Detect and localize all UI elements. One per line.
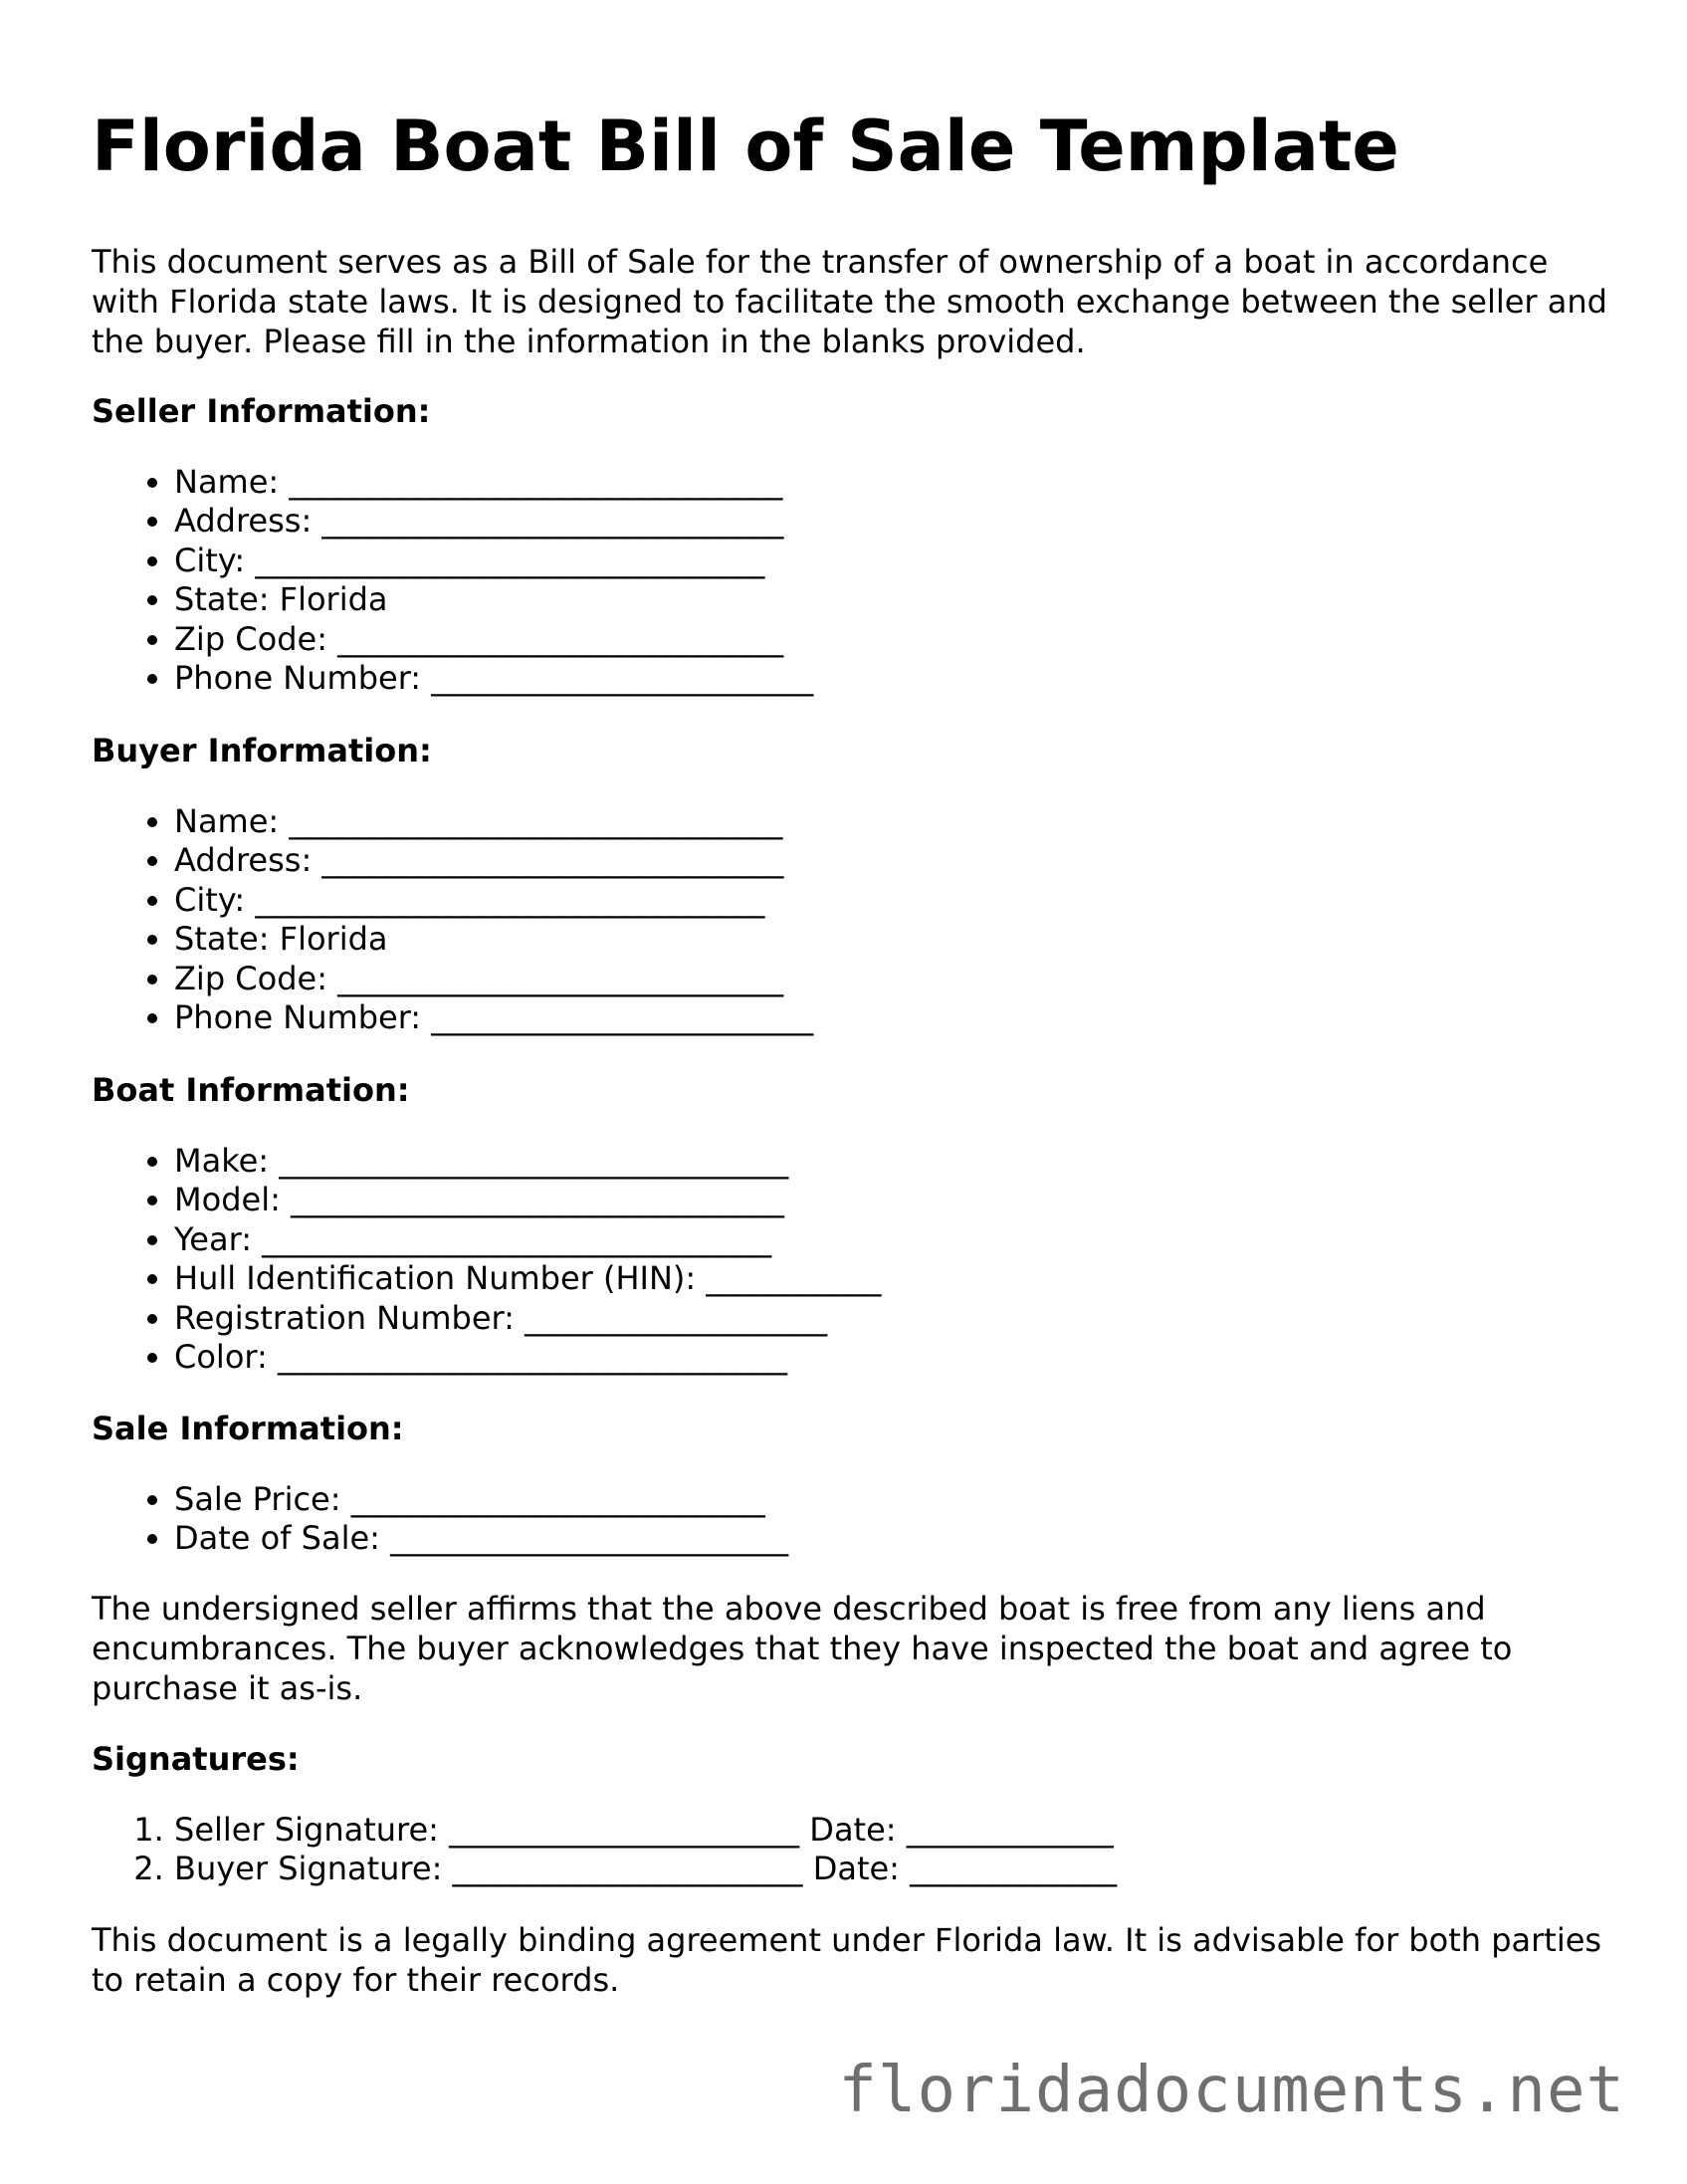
buyer-section-heading: Buyer Information:: [92, 732, 432, 769]
boat-color-blank[interactable]: ________________________________: [277, 1338, 787, 1377]
buyer-date-blank[interactable]: _____________: [910, 1850, 1118, 1888]
seller-zip-field: • Zip Code: ____________________________: [174, 620, 813, 659]
boat-year-field: • Year: ________________________________: [174, 1220, 881, 1259]
boat-make-blank[interactable]: ________________________________: [279, 1142, 789, 1180]
buyer-state-field: • State: Florida: [174, 920, 813, 959]
seller-section-heading: Seller Information:: [92, 392, 431, 430]
seller-phone-blank[interactable]: ________________________: [431, 659, 814, 698]
buyer-signature-line: 2. Buyer Signature: ______________________ Date: _____________: [174, 1850, 1117, 1888]
boat-model-field: • Model: _______________________________: [174, 1181, 881, 1219]
buyer-zip-blank[interactable]: ____________________________: [337, 959, 784, 997]
seller-signature-blank[interactable]: ______________________: [449, 1811, 800, 1849]
seller-address-blank[interactable]: _____________________________: [321, 502, 784, 541]
sale-field-list: [92, 1480, 788, 1559]
buyer-address-blank[interactable]: _____________________________: [321, 841, 784, 880]
boat-registration-field: • Registration Number: ___________________: [174, 1299, 881, 1338]
buyer-field-list: [92, 802, 813, 1037]
sale-date-blank[interactable]: _________________________: [390, 1519, 789, 1558]
buyer-phone-blank[interactable]: ________________________: [431, 998, 814, 1037]
buyer-name-field: • Name: _______________________________: [174, 802, 813, 841]
sale-price-field: • Sale Price: __________________________: [174, 1480, 788, 1519]
intro-paragraph: This document serves as a Bill of Sale for the transfer of ownership of a boat in accordance with Florida state laws. It is designed to facilitate the smooth exchange between the seller and the buyer. Please fill in the information in the blanks provided.: [92, 243, 1607, 360]
buyer-signature-blank[interactable]: ______________________: [452, 1850, 803, 1888]
seller-address-field: • Address: _____________________________: [174, 502, 813, 541]
seller-name-field: • Name: _______________________________: [174, 463, 813, 502]
seller-name-blank[interactable]: _______________________________: [289, 463, 783, 501]
boat-year-blank[interactable]: ________________________________: [262, 1219, 772, 1258]
sale-date-field: • Date of Sale: _________________________: [174, 1519, 788, 1558]
document-title: Florida Boat Bill of Sale Template: [92, 106, 1399, 187]
buyer-address-field: • Address: _____________________________: [174, 841, 813, 880]
boat-field-list: [92, 1142, 881, 1377]
sale-section-heading: Sale Information:: [92, 1410, 404, 1447]
site-watermark: floridadocuments.net: [838, 2054, 1625, 2127]
boat-section-heading: Boat Information:: [92, 1071, 410, 1109]
boat-registration-blank[interactable]: ___________________: [525, 1298, 828, 1337]
buyer-phone-field: • Phone Number: ________________________: [174, 998, 813, 1037]
seller-phone-field: • Phone Number: ________________________: [174, 659, 813, 698]
signatures-section-heading: Signatures:: [92, 1740, 300, 1778]
boat-model-blank[interactable]: _______________________________: [291, 1181, 785, 1219]
affirmation-paragraph: The undersigned seller affirms that the above described boat is free from any liens and encumbrances. The buyer acknowledges that they have inspected the boat and agree to purchase it as-is.: [92, 1590, 1513, 1707]
sale-price-blank[interactable]: __________________________: [350, 1480, 765, 1518]
buyer-name-blank[interactable]: _______________________________: [289, 802, 783, 840]
buyer-city-field: • City: ________________________________: [174, 881, 813, 920]
seller-state-field: • State: Florida: [174, 580, 813, 619]
seller-city-blank[interactable]: ________________________________: [255, 541, 765, 579]
boat-hin-field: • Hull Identification Number (HIN): ___________: [174, 1259, 881, 1298]
seller-zip-blank[interactable]: ____________________________: [337, 619, 784, 658]
buyer-city-blank[interactable]: ________________________________: [255, 880, 765, 919]
seller-signature-line: 1. Seller Signature: ______________________ Date: _____________: [174, 1811, 1117, 1850]
closing-paragraph: This document is a legally binding agreement under Florida law. It is advisable for both parties to retain a copy for their records.: [92, 1921, 1602, 1999]
buyer-zip-field: • Zip Code: ____________________________: [174, 960, 813, 998]
boat-color-field: • Color: ________________________________: [174, 1338, 881, 1377]
boat-hin-blank[interactable]: ___________: [706, 1259, 882, 1298]
seller-date-blank[interactable]: _____________: [906, 1811, 1114, 1849]
seller-city-field: • City: ________________________________: [174, 542, 813, 580]
seller-field-list: [92, 463, 813, 698]
signatures-list: [92, 1811, 1117, 1889]
boat-make-field: • Make: ________________________________: [174, 1142, 881, 1181]
